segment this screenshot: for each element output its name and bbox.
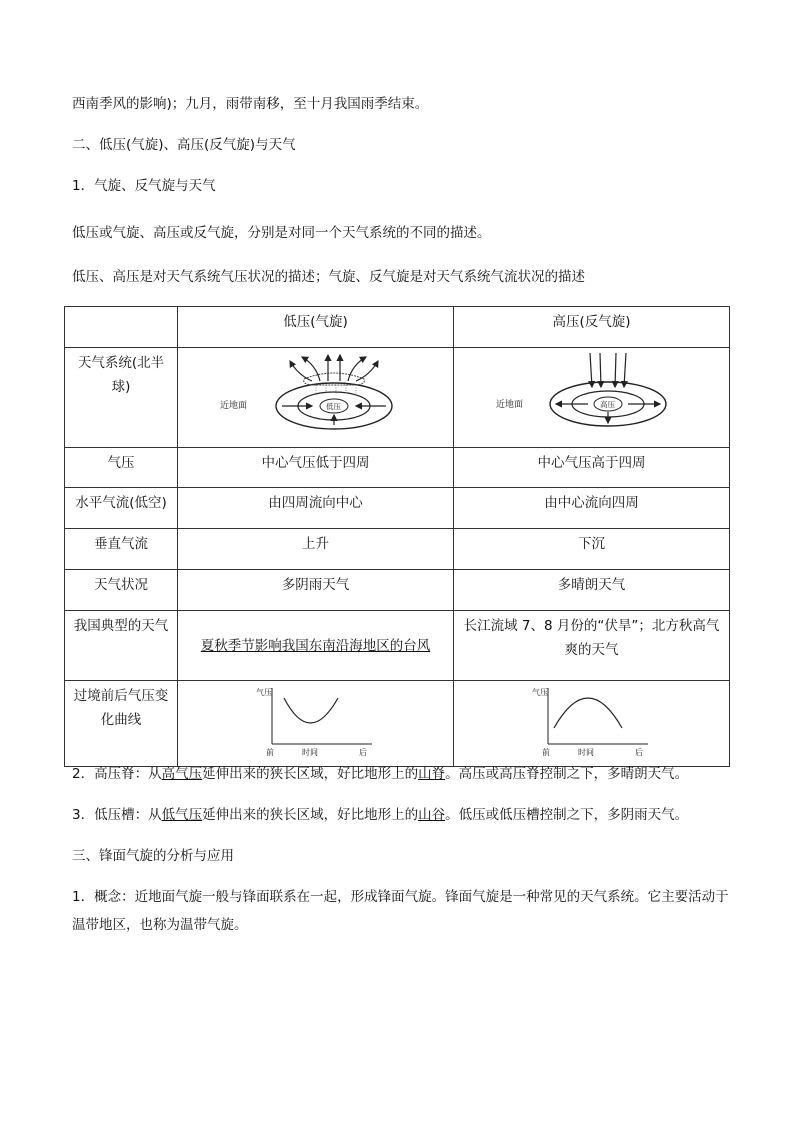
- trough-prefix: 3．低压槽：从: [72, 807, 162, 823]
- ridge-prefix: 2．高压脊：从: [72, 766, 162, 782]
- low-pressure-curve-chart: [256, 684, 376, 758]
- row-pressure-curve: [65, 681, 730, 767]
- pressure-high-cell: 中心气压高于四周: [454, 448, 730, 488]
- description-2: 低压、高压是对天气系统气压状况的描述；气旋、反气旋是对天气系统气流状况的描述: [72, 269, 585, 285]
- row-horizontal-flow: [65, 488, 730, 529]
- description-1: 低压或气旋、高压或反气旋，分别是对同一个天气系统的不同的描述。: [72, 225, 491, 241]
- row-label-horizontal-flow: 水平气流(低空): [65, 488, 178, 529]
- row-weather-condition: [65, 570, 730, 611]
- trough-mid: 延伸出来的狭长区域，好比地形上的: [202, 807, 419, 823]
- concept-paragraph: 1．概念：近地面气旋一般与锋面联系在一起，形成锋面气旋。锋面气旋是一种常见的天气系统。它主要活动于温带地区，也称为温带气旋。: [72, 889, 729, 933]
- low-pressure-curve: [284, 698, 338, 723]
- cyclone-diagram: [216, 351, 416, 439]
- typical-low-cell: [178, 611, 454, 681]
- low-center-label: 低压: [325, 402, 341, 411]
- x-label-time-high: 时间: [577, 748, 594, 757]
- section-2-title: 二、低压(气旋)、高压(反气旋)与天气: [72, 137, 296, 153]
- ridge-mid: 延伸出来的狭长区域，好比地形上的: [202, 766, 419, 782]
- row-weather-system: [65, 348, 730, 448]
- trough-paragraph: [72, 801, 732, 829]
- x-label-before-low: 前: [265, 748, 274, 757]
- header-blank-cell: [65, 307, 178, 348]
- weather-high-cell: 多晴朗天气: [454, 570, 730, 611]
- typical-high-cell: 长江流域 7、8 月份的“伏旱”；北方秋高气爽的天气: [454, 611, 730, 681]
- high-pressure-curve: [554, 698, 622, 728]
- vertical-high-cell: 下沉: [454, 529, 730, 570]
- row-vertical-flow: [65, 529, 730, 570]
- trough-suffix: 。低压或低压槽控制之下，多阴雨天气。: [445, 807, 689, 823]
- x-label-time-low: 时间: [301, 748, 318, 757]
- row-label-weather-system: 天气系统(北半球): [65, 348, 178, 448]
- horizontal-low-cell: 由四周流向中心: [178, 488, 454, 529]
- ridge-paragraph: [72, 760, 732, 788]
- ground-label-high: 近地面: [495, 400, 523, 410]
- row-label-weather-condition: 天气状况: [65, 570, 178, 611]
- high-center-label: 高压: [599, 400, 615, 409]
- y-axis-label-low: 气压: [255, 688, 272, 697]
- x-label-after-low: 后: [358, 748, 367, 757]
- pressure-low-cell: 中心气压低于四周: [178, 448, 454, 488]
- ridge-underline-high-pressure: 高气压: [161, 766, 203, 782]
- header-high-pressure: 高压(反气旋): [454, 307, 730, 348]
- y-axis-label-high: 气压: [531, 688, 548, 697]
- row-typical-weather: [65, 611, 730, 681]
- high-pressure-curve-chart: [532, 684, 652, 758]
- header-low-pressure: 低压(气旋): [178, 307, 454, 348]
- ground-label-low: 近地面: [219, 401, 247, 411]
- low-curve-cell: [178, 681, 454, 767]
- horizontal-high-cell: 由中心流向四周: [454, 488, 730, 529]
- anticyclone-diagram: [492, 351, 692, 439]
- x-label-after-high: 后: [634, 748, 643, 757]
- row-label-vertical-flow: 垂直气流: [65, 529, 178, 570]
- cyclone-anticyclone-table: [64, 306, 730, 767]
- ridge-underline-ridge: 山脊: [418, 766, 446, 782]
- row-label-pressure-curve: 过境前后气压变化曲线: [65, 681, 178, 767]
- table-header-row: [65, 307, 730, 348]
- typical-low-text: 夏秋季节影响我国东南沿海地区的台风: [200, 637, 431, 654]
- intro-line: 西南季风的影响)；九月，雨带南移，至十月我国雨季结束。: [72, 96, 429, 112]
- cyclone-diagram-cell: [178, 348, 454, 448]
- weather-low-cell: 多阴雨天气: [178, 570, 454, 611]
- subsection-1-title: 1．气旋、反气旋与天气: [72, 178, 216, 194]
- row-label-typical-weather: 我国典型的天气: [65, 611, 178, 681]
- high-curve-cell: [454, 681, 730, 767]
- row-label-pressure: 气压: [65, 448, 178, 488]
- anticyclone-diagram-cell: [454, 348, 730, 448]
- ridge-suffix: 。高压或高压脊控制之下，多晴朗天气。: [445, 766, 689, 782]
- x-label-before-high: 前: [541, 748, 550, 757]
- trough-underline-low-pressure: 低气压: [161, 807, 203, 823]
- trough-underline-valley: 山谷: [418, 807, 446, 823]
- row-pressure: [65, 448, 730, 488]
- vertical-low-cell: 上升: [178, 529, 454, 570]
- section-3-title: 三、锋面气旋的分析与应用: [72, 848, 234, 864]
